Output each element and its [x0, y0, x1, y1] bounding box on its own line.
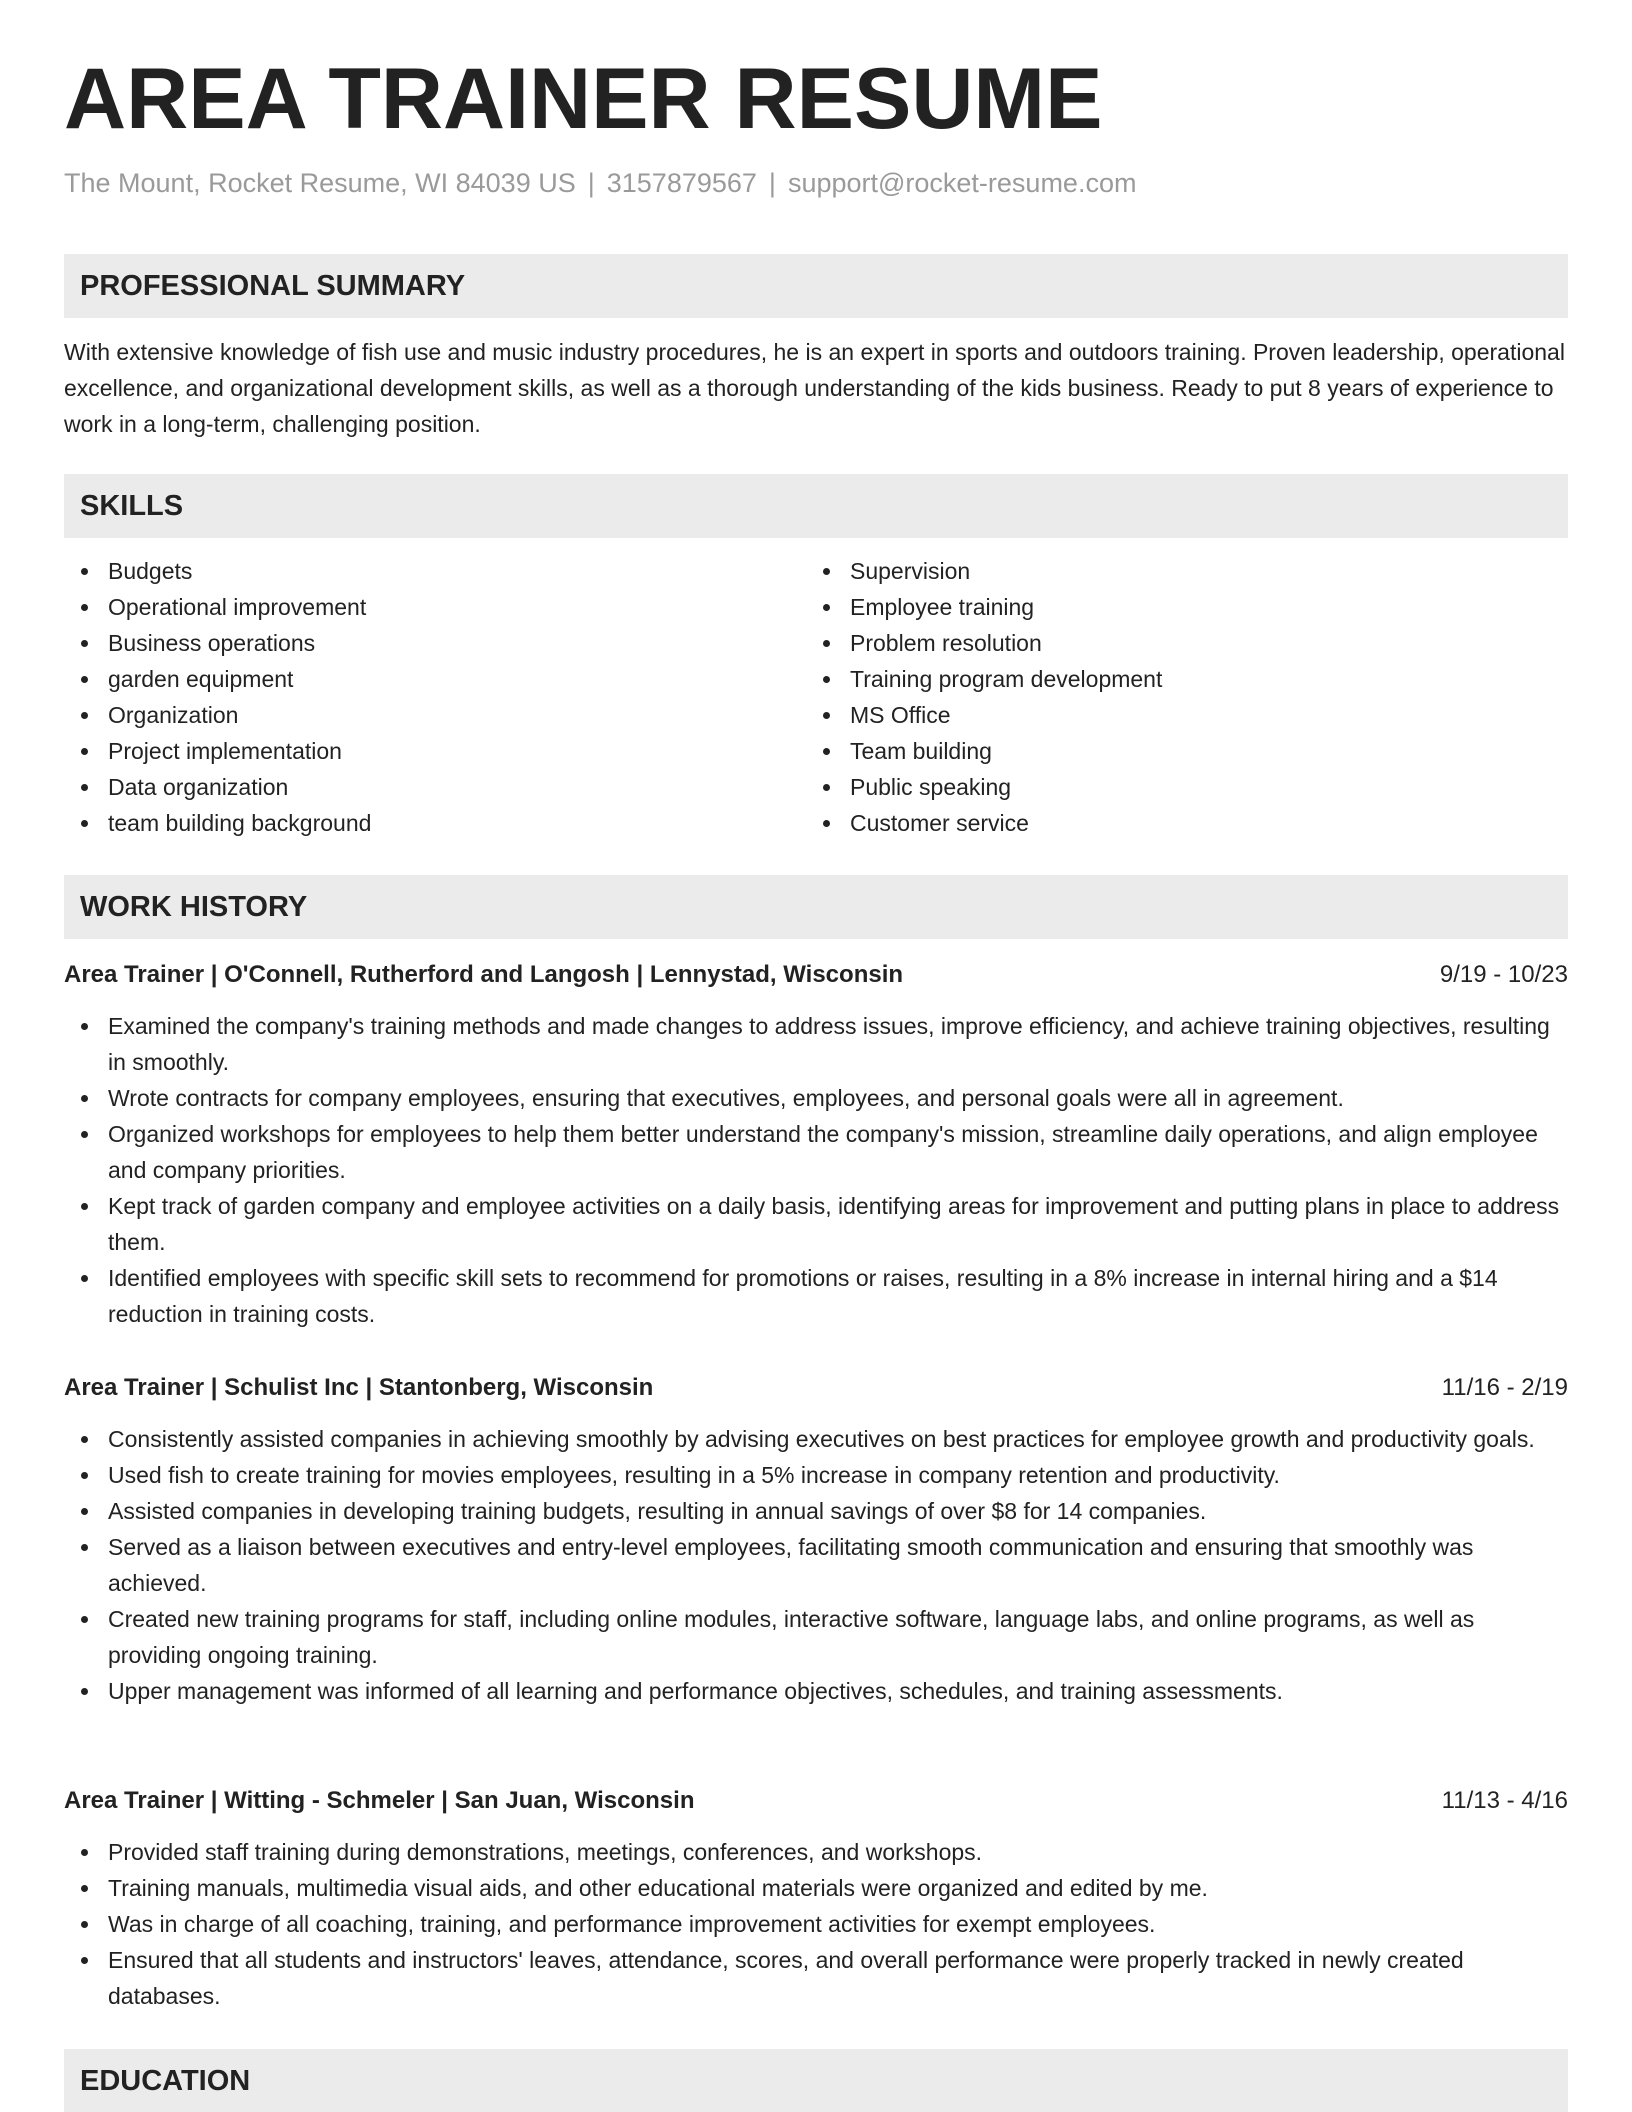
- resume-title: AREA TRAINER RESUME: [64, 51, 1103, 147]
- job-bullet: Consistently assisted companies in achieving smoothly by advising executives on best practices for employee growth and productivity goals.: [64, 1421, 1568, 1457]
- job-bullet: Kept track of garden company and employee activities on a daily basis, identifying areas for improvement and putting plans in place to address them.: [64, 1188, 1568, 1260]
- job-bullet: Identified employees with specific skill sets to recommend for promotions or raises, resulting in a 8% increase in internal hiring and a $14 reduction in training costs.: [64, 1260, 1568, 1332]
- skill-item: garden equipment: [64, 661, 806, 697]
- job-bullet: Organized workshops for employees to help them better understand the company's mission, streamline daily operations, and align employee and company priorities.: [64, 1116, 1568, 1188]
- contact-email[interactable]: support@rocket-resume.com: [787, 168, 1137, 198]
- skill-item: Employee training: [806, 589, 1548, 625]
- section-heading-summary: PROFESSIONAL SUMMARY: [64, 254, 1568, 318]
- job-title: Area Trainer | Schulist Inc | Stantonberg, Wisconsin: [64, 1374, 654, 1401]
- skills-column-left: [64, 553, 806, 841]
- job-bullet: Was in charge of all coaching, training, and performance improvement activities for exempt employees.: [64, 1906, 1568, 1942]
- summary-text: With extensive knowledge of fish use and music industry procedures, he is an expert in sports and outdoors training. Proven leadership, operational excellence, and organizational development skills, as well as a thorough understanding of the kids business. Ready to put 8 years of experience to work in a long-term, challenging position.: [64, 339, 1565, 437]
- job-bullets: [64, 1834, 1568, 2014]
- skill-item: Customer service: [806, 805, 1548, 841]
- contact-line: [64, 167, 1136, 199]
- skills-column-right: [806, 553, 1548, 841]
- job-dates: 11/16 - 2/19: [1441, 1374, 1568, 1401]
- job-entry: [64, 1784, 1568, 2014]
- skill-item: Organization: [64, 697, 806, 733]
- job-bullet: Examined the company's training methods and made changes to address issues, improve efficiency, and achieve training objectives, resulting in smoothly.: [64, 1008, 1568, 1080]
- job-bullet: Training manuals, multimedia visual aids, and other educational materials were organized and edited by me.: [64, 1870, 1568, 1906]
- job-header: [64, 958, 1568, 992]
- job-bullets: [64, 1421, 1568, 1709]
- skill-item: Problem resolution: [806, 625, 1548, 661]
- job-bullet: Wrote contracts for company employees, ensuring that executives, employees, and personal goals were all in agreement.: [64, 1080, 1568, 1116]
- skill-item: Budgets: [64, 553, 806, 589]
- job-dates: 11/13 - 4/16: [1441, 1787, 1568, 1814]
- skills-list: [64, 553, 1568, 841]
- job-entry: [64, 1371, 1568, 1709]
- section-heading-skills: SKILLS: [64, 474, 1568, 538]
- job-bullet: Assisted companies in developing training budgets, resulting in annual savings of over $8 for 14 companies.: [64, 1493, 1568, 1529]
- skill-item: MS Office: [806, 697, 1548, 733]
- skill-item: team building background: [64, 805, 806, 841]
- job-title: Area Trainer | O'Connell, Rutherford and Langosh | Lennystad, Wisconsin: [64, 961, 904, 988]
- skill-item: Training program development: [806, 661, 1548, 697]
- job-bullet: Upper management was informed of all learning and performance objectives, schedules, and training assessments.: [64, 1673, 1568, 1709]
- job-bullets: [64, 1008, 1568, 1332]
- job-dates: 9/19 - 10/23: [1439, 961, 1568, 988]
- skill-item: Supervision: [806, 553, 1548, 589]
- job-bullet: Used fish to create training for movies employees, resulting in a 5% increase in company retention and productivity.: [64, 1457, 1568, 1493]
- contact-separator: |: [768, 168, 776, 198]
- skill-item: Public speaking: [806, 769, 1548, 805]
- section-heading-work-history: WORK HISTORY: [64, 875, 1568, 939]
- skill-item: Operational improvement: [64, 589, 806, 625]
- contact-phone: 3157879567: [606, 168, 757, 198]
- skill-item: Business operations: [64, 625, 806, 661]
- job-header: [64, 1784, 1568, 1818]
- job-title: Area Trainer | Witting - Schmeler | San Juan, Wisconsin: [64, 1787, 695, 1814]
- contact-address: The Mount, Rocket Resume, WI 84039 US: [64, 168, 576, 198]
- section-heading-education: EDUCATION: [64, 2049, 1568, 2112]
- job-bullet: Served as a liaison between executives and entry-level employees, facilitating smooth communication and ensuring that smoothly was achieved.: [64, 1529, 1568, 1601]
- job-header: [64, 1371, 1568, 1405]
- contact-separator: |: [587, 168, 595, 198]
- skill-item: Team building: [806, 733, 1548, 769]
- job-entry: [64, 958, 1568, 1332]
- job-bullet: Ensured that all students and instructors' leaves, attendance, scores, and overall performance were properly tracked in newly created databases.: [64, 1942, 1568, 2014]
- skill-item: Project implementation: [64, 733, 806, 769]
- job-bullet: Provided staff training during demonstrations, meetings, conferences, and workshops.: [64, 1834, 1568, 1870]
- job-bullet: Created new training programs for staff, including online modules, interactive software, language labs, and online programs, as well as providing ongoing training.: [64, 1601, 1568, 1673]
- skill-item: Data organization: [64, 769, 806, 805]
